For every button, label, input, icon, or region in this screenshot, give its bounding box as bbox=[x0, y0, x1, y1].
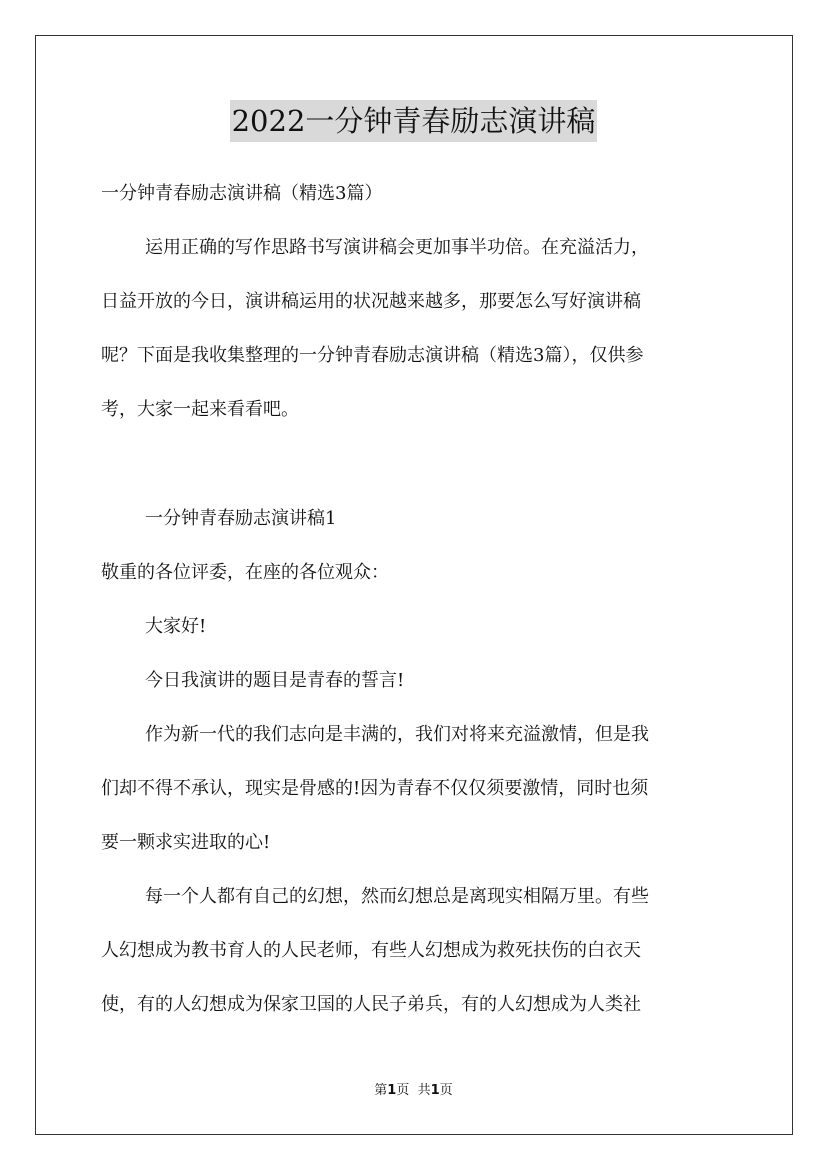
paragraph2-line-1: 每一个人都有自己的幻想，然而幻想总是离现实相隔万里。有些 bbox=[145, 886, 649, 907]
intro-line-4: 考，大家一起来看看吧。 bbox=[101, 399, 299, 420]
section-heading: 一分钟青春励志演讲稿1 bbox=[145, 508, 337, 529]
footer-total-prefix: 共 bbox=[417, 1083, 431, 1098]
page-footer bbox=[0, 1082, 827, 1100]
document-subtitle: 一分钟青春励志演讲稿（精选3篇） bbox=[101, 183, 383, 204]
intro-line-1: 运用正确的写作思路书写演讲稿会更加事半功倍。在充溢活力， bbox=[145, 237, 649, 258]
topic-line: 今日我演讲的题目是青春的誓言! bbox=[145, 670, 405, 691]
paragraph2-line-3: 使，有的人幻想成为保家卫国的人民子弟兵，有的人幻想成为人类社 bbox=[101, 994, 641, 1015]
paragraph1-line-3: 要一颗求实进取的心! bbox=[101, 832, 271, 853]
footer-total-suffix: 页 bbox=[439, 1083, 453, 1098]
greeting: 大家好! bbox=[145, 616, 207, 637]
footer-page-number: 1 bbox=[387, 1083, 397, 1098]
salutation: 敬重的各位评委，在座的各位观众： bbox=[101, 562, 389, 583]
paragraph1-line-1: 作为新一代的我们志向是丰满的，我们对将来充溢激情，但是我 bbox=[145, 724, 649, 745]
title-container bbox=[0, 100, 827, 142]
footer-page-suffix: 页 bbox=[396, 1083, 410, 1098]
intro-line-2: 日益开放的今日，演讲稿运用的状况越来越多，那要怎么写好演讲稿 bbox=[101, 291, 641, 312]
document-title: 2022一分钟青春励志演讲稿 bbox=[230, 100, 598, 142]
intro-line-3: 呢？下面是我收集整理的一分钟青春励志演讲稿（精选3篇），仅供参 bbox=[101, 345, 644, 366]
footer-page-prefix: 第 bbox=[374, 1083, 388, 1098]
paragraph2-line-2: 人幻想成为教书育人的人民老师，有些人幻想成为救死扶伤的白衣天 bbox=[101, 940, 641, 961]
paragraph1-line-2: 们却不得不承认，现实是骨感的!因为青春不仅仅须要激情，同时也须 bbox=[101, 778, 649, 799]
footer-total-pages: 1 bbox=[430, 1083, 440, 1098]
